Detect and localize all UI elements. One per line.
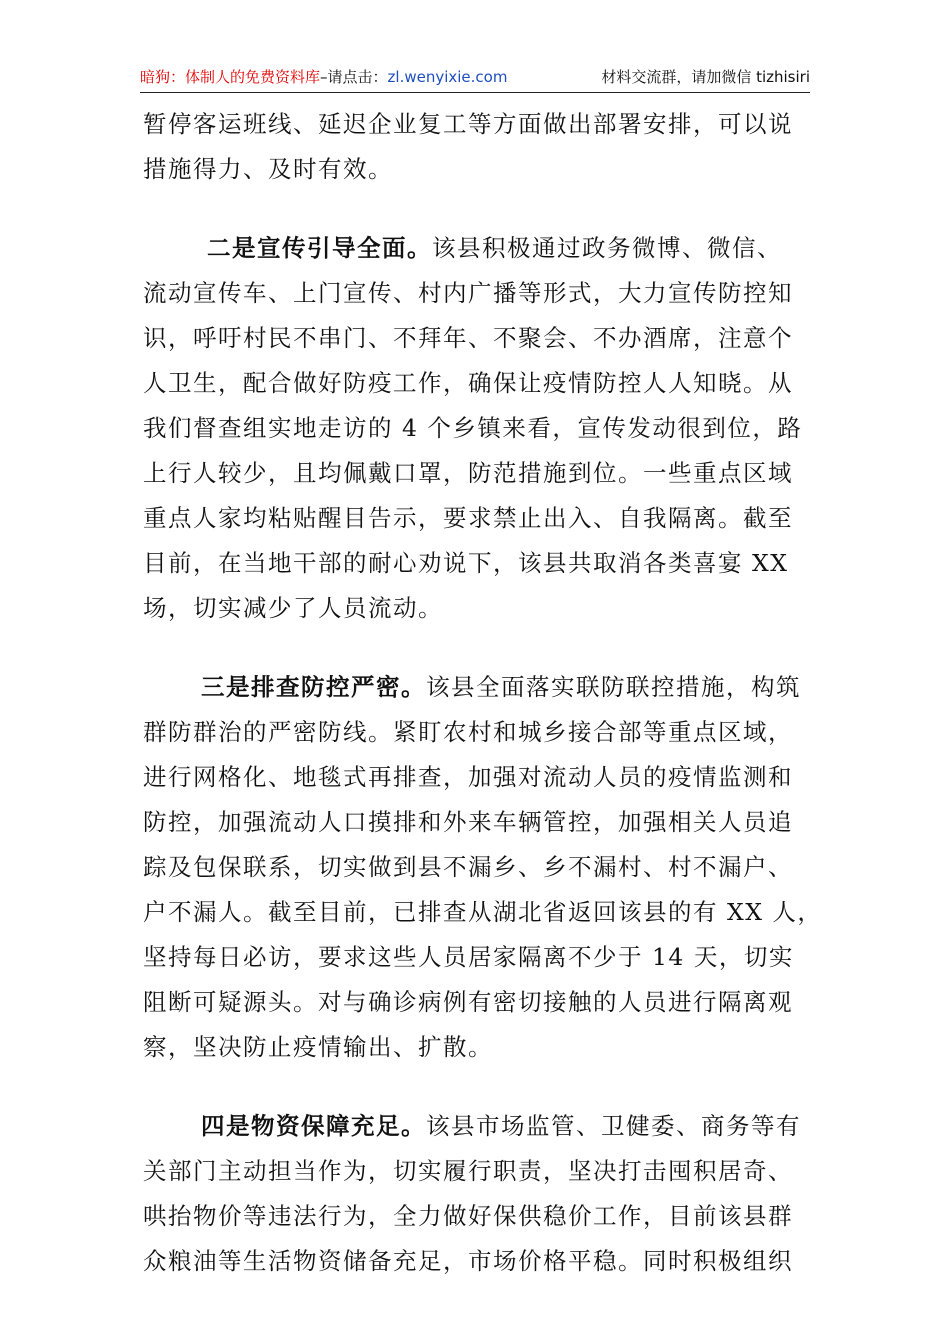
header-group-label: 材料交流群，请加微信 tizhisiri: [601, 68, 810, 86]
text-line: 阻断可疑源头。对与确诊病例有密切接触的人员进行隔离观: [143, 988, 793, 1016]
paragraph-3: [143, 665, 823, 1070]
text-line: 目前，在当地干部的耐心劝说下，该县共取消各类喜宴 XX: [143, 549, 789, 577]
text-line: 暂停客运班线、延迟企业复工等方面做出部署安排，可以说: [143, 110, 793, 138]
text-span: 该县全面落实联防联控措施，构筑: [426, 673, 801, 701]
paragraph-1: [143, 102, 809, 192]
page-header: [140, 66, 810, 93]
text-span: 该县市场监管、卫健委、商务等有: [426, 1112, 801, 1140]
document-body: [143, 102, 823, 1284]
text-line: 众粮油等生活物资储备充足，市场价格平稳。同时积极组织: [143, 1247, 793, 1275]
paragraph-heading: 四是物资保障充足。: [201, 1112, 426, 1140]
text-line: 防控，加强流动人口摸排和外来车辆管控，加强相关人员追: [143, 808, 793, 836]
text-line: 关部门主动担当作为，切实履行职责，坚决打击囤积居奇、: [143, 1157, 793, 1185]
text-line: 场，切实减少了人员流动。: [143, 594, 443, 622]
paragraph-2: [143, 226, 809, 631]
header-url-link[interactable]: zl.wenyixie.com: [387, 68, 508, 86]
text-line: 坚持每日必访，要求这些人员居家隔离不少于 14 天，切实: [143, 943, 794, 971]
header-site-label: 暗狗：体制人的免费资料库: [140, 68, 321, 86]
text-line: 识，呼吁村民不串门、不拜年、不聚会、不办酒席，注意个: [143, 324, 793, 352]
text-line: 进行网格化、地毯式再排查，加强对流动人员的疫情监测和: [143, 763, 793, 791]
text-line: 察，坚决防止疫情输出、扩散。: [143, 1033, 493, 1061]
paragraph-4: [143, 1104, 809, 1284]
text-line: 流动宣传车、上门宣传、村内广播等形式，大力宣传防控知: [143, 279, 793, 307]
paragraph-heading: 三是排查防控严密。: [201, 673, 426, 701]
text-line: 哄抬物价等违法行为，全力做好保供稳价工作，目前该县群: [143, 1202, 793, 1230]
header-click-label: –请点击：: [320, 68, 388, 86]
text-line: 人卫生，配合做好防疫工作，确保让疫情防控人人知晓。从: [143, 369, 793, 397]
text-line: 上行人较少，且均佩戴口罩，防范措施到位。一些重点区域: [143, 459, 793, 487]
text-line: 我们督查组实地走访的 4 个乡镇来看，宣传发动很到位，路: [143, 414, 803, 442]
text-line: 重点人家均粘贴醒目告示，要求禁止出入、自我隔离。截至: [143, 504, 793, 532]
paragraph-heading: 二是宣传引导全面。: [207, 234, 432, 262]
text-line: 户不漏人。截至目前，已排查从湖北省返回该县的有 XX 人，: [143, 898, 823, 926]
text-line: 措施得力、及时有效。: [143, 155, 393, 183]
text-span: 该县积极通过政务微博、微信、: [432, 234, 782, 262]
text-line: 踪及包保联系，切实做到县不漏乡、乡不漏村、村不漏户、: [143, 853, 793, 881]
text-line: 群防群治的严密防线。紧盯农村和城乡接合部等重点区域，: [143, 718, 793, 746]
